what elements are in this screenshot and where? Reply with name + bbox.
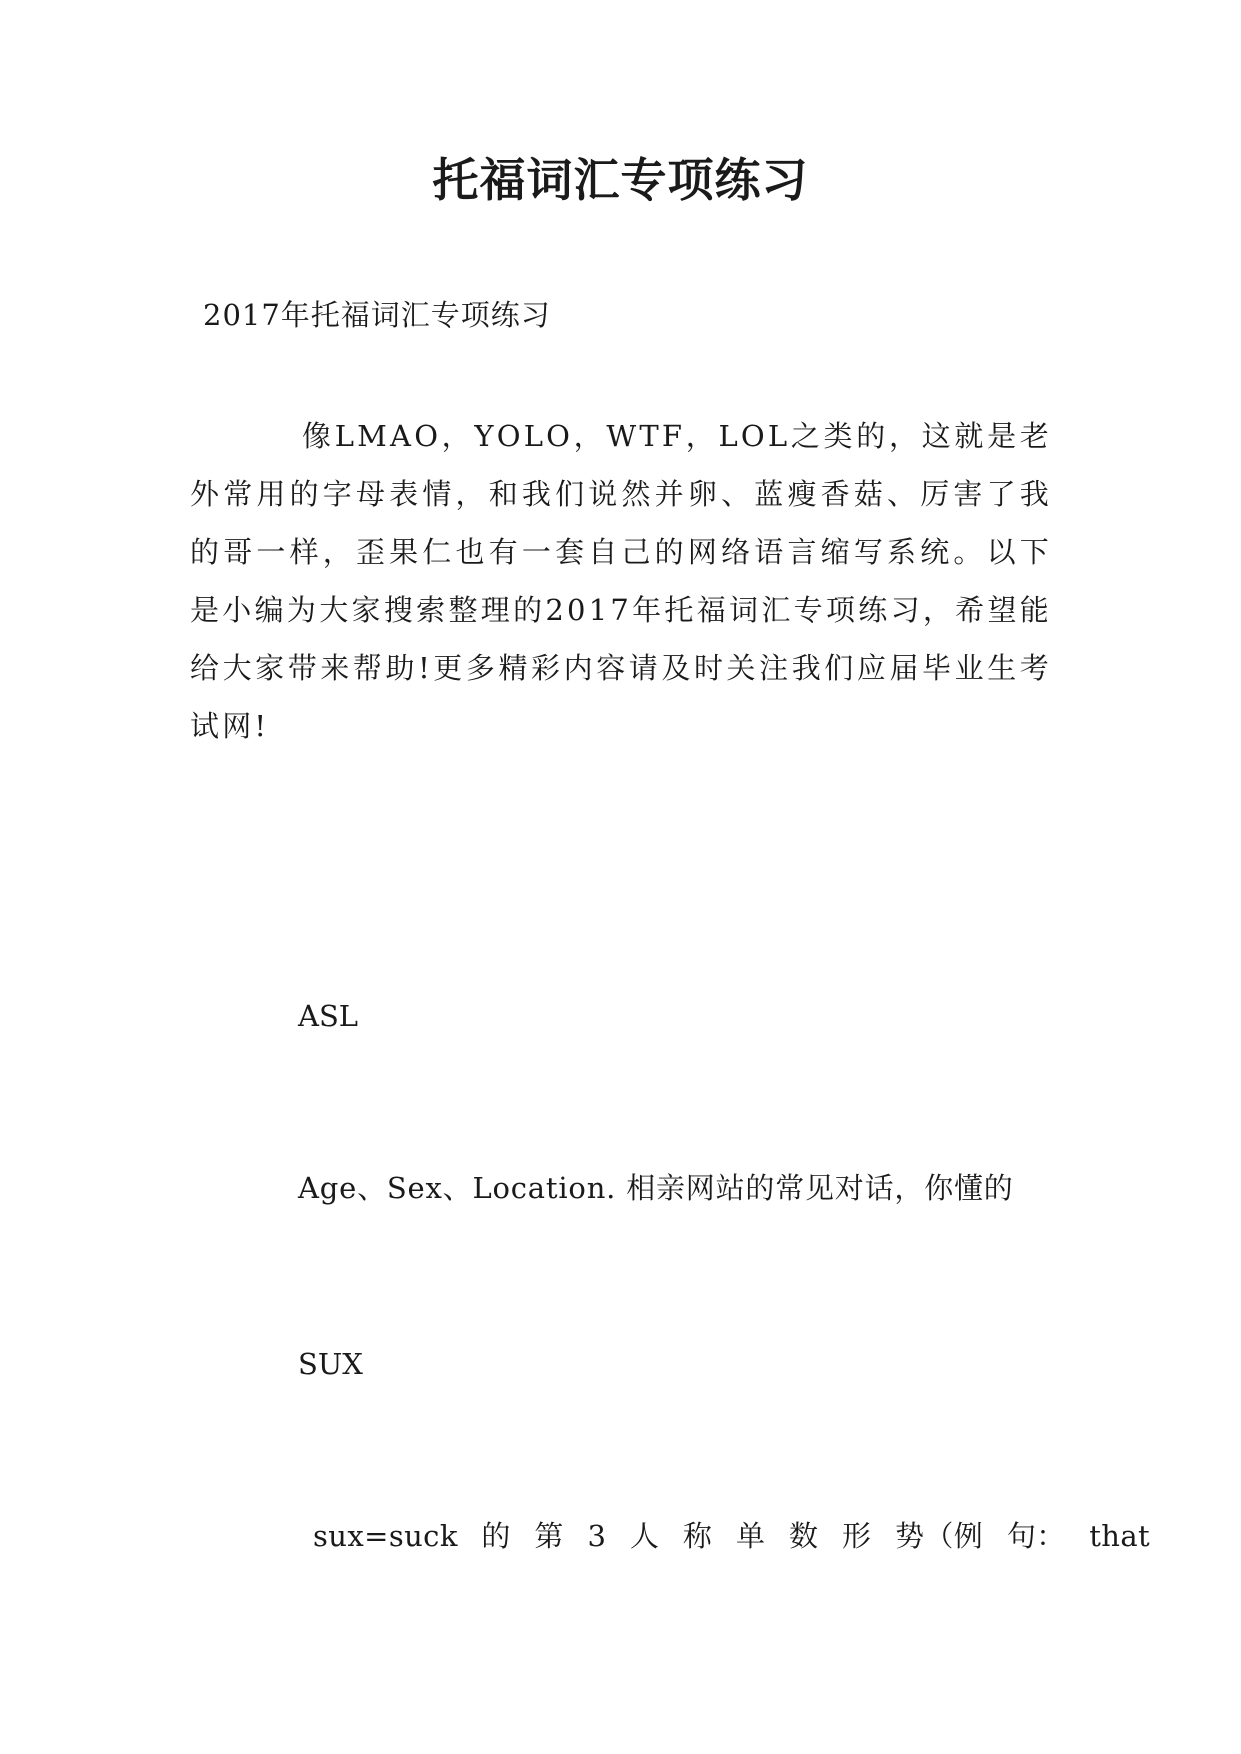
entry-definition-sux: sux=suck 的 第 3 人 称 单 数 形 势（例 句： that bbox=[313, 1519, 1151, 1553]
document-title: 托福词汇专项练习 bbox=[432, 153, 809, 207]
entry-definition-asl: Age、Sex、Location. 相亲网站的常见对话，你懂的 bbox=[298, 1171, 1014, 1205]
document-subtitle: 2017年托福词汇专项练习 bbox=[203, 298, 551, 332]
entry-term-asl: ASL bbox=[298, 999, 359, 1033]
entry-term-sux: SUX bbox=[298, 1347, 363, 1381]
intro-paragraph: 像LMAO，YOLO，WTF，LOL之类的，这就是老外常用的字母表情，和我们说然并卵、蓝瘦香菇、厉害了我的哥一样，歪果仁也有一套自己的网络语言缩写系统。以下是小编为大家搜索整理的2017年托福词汇专项练习，希望能给大家带来帮助!更多精彩内容请及时关注我们应届毕业生考试网! bbox=[190, 419, 1052, 743]
